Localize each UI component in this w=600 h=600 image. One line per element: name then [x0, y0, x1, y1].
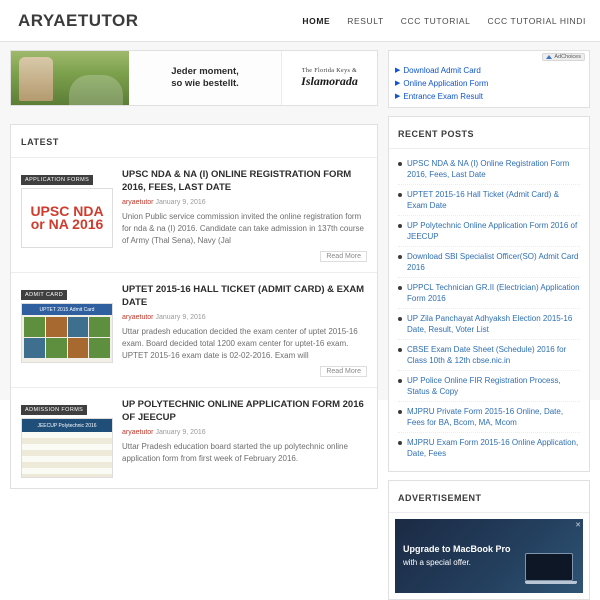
ad-link-label: Online Application Form	[403, 79, 489, 88]
post-thumbnail-wrap	[21, 168, 113, 262]
main-navigation	[302, 16, 586, 26]
laptop-icon	[525, 553, 577, 585]
bullet-icon	[398, 162, 402, 166]
post-excerpt: Union Public service commission invited the online registration form for nda & na (I) 2016. Candidate can take admission in 137th course of Army (Thal Sena), Navy (Jal	[122, 212, 364, 245]
recent-post-label: UP Zila Panchayat Adhyaksh Election 2015-16 Date, Result, Voter List	[407, 314, 573, 334]
ad-link-online-application-form[interactable]	[395, 77, 583, 90]
list-item[interactable]	[398, 278, 580, 309]
recent-posts-body	[389, 149, 589, 471]
category-badge[interactable]: ADMISSION FORMS	[21, 405, 87, 415]
ad-link-label: Download Admit Card	[403, 66, 481, 75]
list-item[interactable]	[398, 185, 580, 216]
latest-section-header	[10, 124, 378, 157]
recent-post-label: UP Polytechnic Online Application Form 2016 of JEECUP	[407, 221, 578, 241]
laptop-screen	[525, 553, 573, 581]
adchoices-label: AdChoices	[554, 54, 581, 60]
banner-row	[0, 42, 600, 108]
thumbnail-text: UPTET 2015 Admit Card	[22, 304, 112, 315]
ad-link-download-admit-card[interactable]	[395, 64, 583, 77]
post-meta	[122, 429, 367, 436]
list-item[interactable]	[11, 388, 377, 488]
post-title[interactable]: UP POLYTECHNIC ONLINE APPLICATION FORM 2016 OF JEECUP	[122, 399, 364, 423]
ad-headline: Upgrade to MacBook Pro	[403, 544, 511, 554]
post-thumbnail[interactable]	[21, 418, 113, 478]
ad-link-list	[395, 64, 583, 103]
recent-post-label: CBSE Exam Date Sheet (Schedule) 2016 for Class 10th & 12th cbse.nic.in	[407, 345, 567, 365]
bullet-icon	[398, 441, 402, 445]
list-item[interactable]	[398, 433, 580, 463]
site-header	[0, 0, 600, 42]
thumbnail-cell	[24, 338, 45, 358]
advertisement-body	[389, 513, 589, 599]
sidebar-ad-links	[388, 50, 590, 108]
post-meta	[122, 199, 367, 206]
arrow-right-icon: ▶	[395, 80, 401, 87]
category-badge[interactable]: APPLICATION FORMS	[21, 175, 93, 185]
thumbnail-graphic	[22, 432, 112, 477]
list-item[interactable]	[398, 216, 580, 247]
banner-text	[129, 51, 281, 105]
bullet-icon	[398, 286, 402, 290]
recent-posts-widget	[388, 116, 590, 472]
list-item[interactable]	[398, 340, 580, 371]
advertisement-title: ADVERTISEMENT	[398, 493, 482, 503]
recent-posts-title: RECENT POSTS	[398, 129, 475, 139]
ad-link-entrance-exam-result[interactable]	[395, 90, 583, 103]
post-date: January 9, 2016	[155, 314, 206, 321]
thumbnail-text: JEECUP Polytechnic 2016	[22, 419, 112, 432]
post-thumbnail[interactable]	[21, 303, 113, 363]
ad-link-label: Entrance Exam Result	[403, 92, 483, 101]
bullet-icon	[398, 410, 402, 414]
banner-brand-top: The Florida Keys &	[301, 67, 358, 74]
thumbnail-cell	[68, 317, 89, 337]
post-date: January 9, 2016	[155, 199, 206, 206]
post-date: January 9, 2016	[155, 429, 206, 436]
arrow-right-icon: ▶	[395, 67, 401, 74]
ad-subline: with a special offer.	[403, 558, 471, 567]
banner-photo	[11, 51, 129, 105]
bullet-icon	[398, 255, 402, 259]
thumbnail-cell	[89, 338, 110, 358]
recent-post-label: MJPRU Exam Form 2015-16 Online Application, Date, Fees	[407, 438, 579, 458]
nav-item-ccc-tutorial-hindi[interactable]: CCC TUTORIAL HINDI	[487, 15, 586, 26]
post-author[interactable]: aryaetutor	[122, 199, 154, 206]
list-item[interactable]	[398, 247, 580, 278]
adchoices-badge[interactable]	[542, 53, 585, 61]
post-thumbnail-wrap	[21, 283, 113, 377]
banner-line-1: Jeder moment,	[171, 66, 239, 77]
post-body	[122, 283, 367, 377]
recent-post-label: Download SBI Specialist Officer(SO) Admit Card 2016	[407, 252, 579, 272]
post-meta	[122, 314, 367, 321]
ad-text	[403, 543, 511, 569]
arrow-right-icon: ▶	[395, 93, 401, 100]
bullet-icon	[398, 193, 402, 197]
post-thumbnail[interactable]	[21, 188, 113, 248]
list-item[interactable]	[398, 371, 580, 402]
advertisement-header	[389, 481, 589, 513]
post-list	[10, 157, 378, 489]
recent-post-label: UPTET 2015-16 Hall Ticket (Admit Card) & Exam Date	[407, 190, 559, 210]
banner-brand-logo	[281, 51, 377, 105]
nav-item-home[interactable]: HOME	[302, 15, 331, 26]
post-title[interactable]: UPTET 2015-16 HALL TICKET (ADMIT CARD) & EXAM DATE	[122, 284, 365, 308]
banner-brand-main: Islamorada	[301, 73, 358, 88]
post-thumbnail-wrap	[21, 398, 113, 478]
thumbnail-cell	[46, 338, 67, 358]
bullet-icon	[398, 224, 402, 228]
recent-post-label: UPPCL Technician GR.II (Electrician) Application Form 2016	[407, 283, 580, 303]
nav-item-result[interactable]: RESULT	[347, 15, 384, 26]
list-item[interactable]	[11, 273, 377, 388]
read-more-button[interactable]: Read More	[320, 251, 367, 262]
thumbnail-cell	[89, 317, 110, 337]
macbook-ad-banner[interactable]	[395, 519, 583, 593]
banner-advertisement[interactable]	[10, 50, 378, 106]
thumbnail-cell	[46, 317, 67, 337]
thumbnail-text: UPSC NDA or NA 2016	[30, 203, 104, 232]
post-body	[122, 168, 367, 262]
close-icon[interactable]: ✕	[575, 522, 581, 529]
sidebar-column	[388, 116, 590, 600]
laptop-base	[525, 581, 577, 584]
latest-section-title: LATEST	[21, 137, 59, 147]
recent-post-label: UP Police Online FIR Registration Process, Status & Copy	[407, 376, 561, 396]
post-body	[122, 398, 367, 478]
list-item[interactable]	[398, 402, 580, 433]
site-brand[interactable]: ARYAETUTOR	[18, 10, 139, 30]
post-title[interactable]: UPSC NDA & NA (I) ONLINE REGISTRATION FORM 2016, FEES, LAST DATE	[122, 169, 352, 193]
main-column	[10, 116, 378, 600]
banner-line-2: so wie bestellt.	[171, 78, 239, 89]
bullet-icon	[398, 317, 402, 321]
recent-post-label: MJPRU Private Form 2015-16 Online, Date, Fees for BA, Bcom, MA, Mcom	[407, 407, 564, 427]
recent-post-label: UPSC NDA & NA (I) Online Registration Form 2016, Fees, Last Date	[407, 159, 570, 179]
nav-item-ccc-tutorial[interactable]: CCC TUTORIAL	[400, 15, 471, 26]
category-badge[interactable]: ADMIT CARD	[21, 290, 67, 300]
post-excerpt: Uttar pradesh education decided the exam center of uptet 2015-16 exam. Board decided total 1200 exam center for uptet-16 exam. UPTET 2015-16 exam date is 02-02-2016. Exam will	[122, 327, 358, 360]
list-item[interactable]	[398, 309, 580, 340]
advertisement-widget	[388, 480, 590, 600]
thumbnail-cell	[68, 338, 89, 358]
thumbnail-graphic	[22, 315, 112, 360]
post-author[interactable]: aryaetutor	[122, 314, 154, 321]
thumbnail-cell	[24, 317, 45, 337]
read-more-button[interactable]: Read More	[320, 366, 367, 377]
post-author[interactable]: aryaetutor	[122, 429, 154, 436]
content-wrapper	[0, 108, 600, 600]
list-item[interactable]	[398, 154, 580, 185]
post-excerpt: Uttar Pradesh education board started the up polytechnic online application form from first week of February 2016.	[122, 442, 348, 463]
bullet-icon	[398, 379, 402, 383]
bullet-icon	[398, 348, 402, 352]
adchoices-triangle-icon	[546, 55, 552, 59]
list-item[interactable]	[11, 158, 377, 273]
recent-posts-header	[389, 117, 589, 149]
